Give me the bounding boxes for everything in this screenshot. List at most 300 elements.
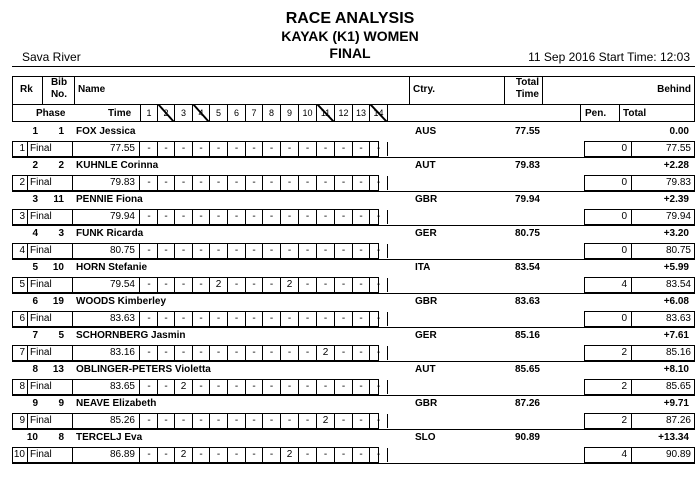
result-row — [12, 396, 695, 430]
gate-header-13: 13 — [352, 104, 369, 122]
result-row — [12, 328, 695, 362]
bib-number: 13 — [52, 364, 64, 375]
gate-penalty: - — [353, 176, 370, 190]
gate-penalty: - — [335, 244, 353, 258]
gate-penalty: 2 — [317, 414, 335, 428]
date-start-time: 11 Sep 2016 Start Time: 12:03 — [528, 50, 690, 64]
total-time: 79.83 — [514, 160, 540, 171]
total: 87.26 — [665, 415, 691, 426]
phase-title: FINAL — [329, 45, 371, 61]
result-row — [12, 430, 695, 464]
gate-penalty: - — [263, 448, 281, 462]
penalty: 4 — [585, 448, 632, 462]
gate-penalty: - — [335, 210, 353, 224]
result-row — [12, 124, 695, 158]
penalty-box — [584, 243, 695, 259]
run-time: 86.89 — [73, 448, 140, 462]
rank: 7 — [32, 330, 38, 341]
gate-penalty: - — [158, 448, 175, 462]
phase-label: Final — [28, 244, 73, 258]
name-header-cell — [75, 76, 410, 104]
gate-penalty: - — [193, 244, 210, 258]
name-header: Name — [78, 84, 106, 95]
behind: +7.61 — [663, 330, 689, 341]
gate-penalty: - — [246, 142, 263, 156]
gate-penalty: - — [317, 142, 335, 156]
gate-penalty: - — [175, 414, 193, 428]
phase-label: Final — [28, 312, 73, 326]
penalty-box — [584, 141, 695, 157]
gate-penalty: - — [281, 142, 299, 156]
behind-header: Behind — [657, 84, 691, 95]
run-time: 85.26 — [73, 414, 140, 428]
total-time: 90.89 — [514, 432, 540, 443]
bib-number: 5 — [58, 330, 64, 341]
gate-penalty: - — [353, 278, 370, 292]
gate-penalty: - — [158, 142, 175, 156]
gate-penalty: - — [263, 346, 281, 360]
gate-penalty: - — [210, 312, 228, 326]
behind: +3.20 — [663, 228, 689, 239]
gate-penalty: - — [335, 142, 353, 156]
athlete-name: HORN Stefanie — [76, 262, 148, 273]
run-time: 83.63 — [73, 312, 140, 326]
gate-penalty: - — [246, 312, 263, 326]
venue: Sava River — [22, 50, 81, 64]
penalty: 2 — [585, 346, 632, 360]
gate-penalty: - — [175, 176, 193, 190]
rank: 4 — [32, 228, 38, 239]
athlete-name: PENNIE Fiona — [76, 194, 143, 205]
bib-number: 9 — [58, 398, 64, 409]
gate-penalty: - — [246, 448, 263, 462]
run-time: 77.55 — [73, 142, 140, 156]
gate-penalty: - — [370, 380, 388, 394]
gate-penalty: - — [281, 210, 299, 224]
rank: 3 — [32, 194, 38, 205]
gate-header-12: 12 — [334, 104, 352, 122]
total-divider — [619, 104, 620, 122]
phase-rank: 8 — [13, 380, 28, 394]
rank: 2 — [32, 160, 38, 171]
gate-penalty: - — [317, 278, 335, 292]
athlete-name: SCHORNBERG Jasmin — [76, 330, 186, 341]
gate-penalty: - — [353, 414, 370, 428]
total-time: 85.16 — [514, 330, 540, 341]
gate-header-11: 11 — [316, 104, 334, 122]
result-row — [12, 260, 695, 294]
behind: +5.99 — [663, 262, 689, 273]
gate-penalty: - — [335, 278, 353, 292]
gate-header-3: 3 — [174, 104, 192, 122]
event-title: KAYAK (K1) WOMEN — [281, 28, 419, 44]
bib-header: Bib No. — [50, 77, 68, 100]
run-time: 79.83 — [73, 176, 140, 190]
gate-penalty: - — [141, 176, 158, 190]
gate-penalty: - — [193, 346, 210, 360]
gate-penalty: - — [246, 210, 263, 224]
gate-penalty: - — [370, 142, 388, 156]
total: 80.75 — [665, 245, 691, 256]
athlete-name: NEAVE Elizabeth — [76, 398, 157, 409]
gate-penalty: - — [228, 244, 246, 258]
total: 85.65 — [665, 381, 691, 392]
phase-box — [12, 413, 379, 429]
penalty-box — [584, 311, 695, 327]
total-time-header: Total Time — [515, 77, 539, 100]
phase-rank: 3 — [13, 210, 28, 224]
gate-penalty: - — [353, 142, 370, 156]
pen-divider — [580, 104, 581, 122]
gate-penalty: - — [246, 380, 263, 394]
gate-penalty: - — [317, 380, 335, 394]
gate-penalty: - — [370, 210, 388, 224]
bib-number: 8 — [58, 432, 64, 443]
country: GER — [415, 330, 437, 341]
gate-penalty: - — [158, 312, 175, 326]
bib-number: 19 — [52, 296, 64, 307]
gate-penalty: - — [370, 312, 388, 326]
phase-rank: 10 — [13, 448, 28, 462]
gate-header-2: 2 — [157, 104, 174, 122]
phase-rank: 1 — [13, 142, 28, 156]
gate-penalty: - — [158, 244, 175, 258]
gate-penalty: - — [353, 312, 370, 326]
gate-penalty: - — [335, 414, 353, 428]
penalty: 0 — [585, 312, 632, 326]
gate-penalty: - — [141, 244, 158, 258]
penalty-box — [584, 413, 695, 429]
penalty: 0 — [585, 176, 632, 190]
gate-penalty: - — [317, 244, 335, 258]
gate-penalty: - — [228, 380, 246, 394]
gate-penalty: - — [228, 176, 246, 190]
phase-box — [12, 277, 379, 293]
header-divider — [12, 66, 695, 67]
bib-number: 10 — [52, 262, 64, 273]
gate-penalty: - — [263, 210, 281, 224]
gate-header-6: 6 — [227, 104, 245, 122]
total-time: 80.75 — [514, 228, 540, 239]
gate-penalty: - — [193, 448, 210, 462]
row-divider — [12, 463, 695, 464]
gate-penalty: 2 — [175, 380, 193, 394]
athlete-name: WOODS Kimberley — [76, 296, 167, 307]
behind: +2.28 — [663, 160, 689, 171]
athlete-name: FUNK Ricarda — [76, 228, 144, 239]
behind: +9.71 — [663, 398, 689, 409]
gate-penalty: - — [370, 448, 388, 462]
gate-penalty: - — [158, 210, 175, 224]
gate-penalty: - — [228, 312, 246, 326]
gate-penalty: - — [210, 380, 228, 394]
gate-penalty: - — [158, 346, 175, 360]
pen-header: Pen. — [585, 108, 607, 119]
gate-penalty: - — [141, 448, 158, 462]
run-time: 79.94 — [73, 210, 140, 224]
gate-penalty: - — [141, 414, 158, 428]
gate-penalty: - — [193, 176, 210, 190]
gate-penalty: - — [299, 142, 317, 156]
total: 77.55 — [665, 143, 691, 154]
gate-penalty: - — [299, 448, 317, 462]
gate-penalty: - — [370, 278, 388, 292]
rk-header-cell — [12, 76, 43, 104]
behind: +13.34 — [658, 432, 689, 443]
gate-header-7: 7 — [245, 104, 262, 122]
ctry-header: Ctry. — [413, 84, 436, 95]
phase-box — [12, 141, 379, 157]
phase-box — [12, 243, 379, 259]
rank: 5 — [32, 262, 38, 273]
athlete-name: FOX Jessica — [76, 126, 136, 137]
run-time: 83.16 — [73, 346, 140, 360]
gate-penalty: - — [317, 210, 335, 224]
total-time-header-cell — [505, 76, 543, 104]
phase-label: Final — [28, 380, 73, 394]
phase-box — [12, 447, 379, 463]
gate-penalty: - — [141, 142, 158, 156]
gate-penalty: - — [299, 380, 317, 394]
behind: +8.10 — [663, 364, 689, 375]
penalty: 0 — [585, 210, 632, 224]
gate-penalty: - — [299, 176, 317, 190]
phase-rank: 2 — [13, 176, 28, 190]
country: AUS — [415, 126, 437, 137]
behind: +2.39 — [663, 194, 689, 205]
gate-penalty: - — [263, 244, 281, 258]
country: SLO — [415, 432, 436, 443]
gate-penalty: - — [246, 278, 263, 292]
gate-penalty: - — [210, 176, 228, 190]
gate-penalty: - — [317, 448, 335, 462]
report-title: RACE ANALYSIS — [285, 10, 415, 27]
run-time: 79.54 — [73, 278, 140, 292]
country: GBR — [415, 296, 438, 307]
penalty-box — [584, 175, 695, 191]
gate-penalty: - — [141, 312, 158, 326]
country: ITA — [415, 262, 431, 273]
penalty: 2 — [585, 414, 632, 428]
gate-penalty: - — [263, 278, 281, 292]
total: 79.83 — [665, 177, 691, 188]
gate-penalty: - — [210, 142, 228, 156]
penalty: 0 — [585, 244, 632, 258]
gate-penalty: - — [175, 278, 193, 292]
gate-penalty: - — [158, 414, 175, 428]
behind: 0.00 — [669, 126, 689, 137]
total-time: 85.65 — [514, 364, 540, 375]
gate-penalty: - — [353, 448, 370, 462]
gate-penalty: - — [263, 312, 281, 326]
gate-penalty: - — [281, 380, 299, 394]
gate-penalty: - — [281, 414, 299, 428]
country: GER — [415, 228, 437, 239]
phase-box — [12, 175, 379, 191]
gate-penalty: - — [263, 414, 281, 428]
gate-penalty: - — [193, 380, 210, 394]
gate-penalty: - — [193, 210, 210, 224]
gate-header-end — [387, 104, 388, 122]
gate-penalty: - — [141, 380, 158, 394]
gate-penalty: - — [246, 346, 263, 360]
run-time: 80.75 — [73, 244, 140, 258]
bib-number: 1 — [58, 126, 64, 137]
phase-label: Final — [28, 142, 73, 156]
gate-penalty: - — [158, 380, 175, 394]
phase-label: Final — [28, 448, 73, 462]
rank: 1 — [32, 126, 38, 137]
gate-penalty: - — [281, 176, 299, 190]
gate-header-14: 14 — [369, 104, 387, 122]
athlete-name: OBLINGER-PETERS Violetta — [76, 364, 211, 375]
gate-penalty: - — [228, 278, 246, 292]
result-row — [12, 226, 695, 260]
phase-rank: 5 — [13, 278, 28, 292]
total-time: 77.55 — [514, 126, 540, 137]
gate-penalty: - — [228, 210, 246, 224]
gate-penalty: - — [193, 278, 210, 292]
total: 90.89 — [665, 449, 691, 460]
gate-penalty: - — [353, 210, 370, 224]
phase-box — [12, 311, 379, 327]
gate-penalty: - — [246, 414, 263, 428]
bib-header-cell — [43, 76, 75, 104]
gate-penalty: - — [246, 244, 263, 258]
gate-header-8: 8 — [262, 104, 280, 122]
result-row — [12, 158, 695, 192]
total: 85.16 — [665, 347, 691, 358]
bib-number: 2 — [58, 160, 64, 171]
total-time: 83.63 — [514, 296, 540, 307]
time-header: Time — [108, 108, 132, 119]
athlete-name: KUHNLE Corinna — [76, 160, 159, 171]
bib-number: 3 — [58, 228, 64, 239]
rank: 6 — [32, 296, 38, 307]
run-time: 83.65 — [73, 380, 140, 394]
penalty-box — [584, 379, 695, 395]
gate-penalty: - — [210, 210, 228, 224]
gate-penalty: - — [335, 448, 353, 462]
phase-label: Final — [28, 346, 73, 360]
gate-penalty: - — [228, 346, 246, 360]
gate-penalty: - — [263, 380, 281, 394]
gate-penalty: - — [299, 414, 317, 428]
gate-penalty: - — [141, 278, 158, 292]
country: AUT — [415, 160, 436, 171]
phase-rank: 7 — [13, 346, 28, 360]
gate-penalty: 2 — [281, 448, 299, 462]
result-row — [12, 294, 695, 328]
gate-penalty: - — [193, 414, 210, 428]
gate-penalty: - — [370, 346, 388, 360]
gate-penalty: 2 — [210, 278, 228, 292]
gate-penalty: - — [335, 176, 353, 190]
gate-penalty: - — [299, 312, 317, 326]
gate-penalty: - — [175, 346, 193, 360]
penalty-box — [584, 277, 695, 293]
gate-penalty: - — [335, 346, 353, 360]
gate-penalty: - — [299, 244, 317, 258]
gate-penalty: - — [158, 176, 175, 190]
gate-penalty: - — [317, 312, 335, 326]
gate-penalty: - — [317, 176, 335, 190]
gate-penalty: 2 — [175, 448, 193, 462]
gate-penalty: - — [228, 414, 246, 428]
country: AUT — [415, 364, 436, 375]
gate-penalty: - — [370, 414, 388, 428]
gate-penalty: - — [281, 312, 299, 326]
gate-penalty: - — [210, 244, 228, 258]
phase-label: Final — [28, 414, 73, 428]
gate-penalty: - — [158, 278, 175, 292]
gate-penalty: - — [299, 346, 317, 360]
penalty-box — [584, 209, 695, 225]
phase-label: Final — [28, 210, 73, 224]
gate-penalty: - — [335, 312, 353, 326]
phase-label: Final — [28, 278, 73, 292]
rk-header: Rk — [20, 84, 33, 95]
gate-penalty: - — [141, 346, 158, 360]
gate-penalty: - — [193, 312, 210, 326]
bib-number: 11 — [53, 194, 64, 205]
phase-rank: 9 — [13, 414, 28, 428]
penalty: 4 — [585, 278, 632, 292]
gate-penalty: - — [370, 244, 388, 258]
total-header: Total — [623, 108, 647, 119]
penalty-box — [584, 447, 695, 463]
phase-rank: 4 — [13, 244, 28, 258]
gate-penalty: - — [210, 346, 228, 360]
phase-box — [12, 209, 379, 225]
total-time: 83.54 — [514, 262, 540, 273]
gate-penalty: - — [281, 346, 299, 360]
gate-penalty: - — [175, 312, 193, 326]
country: GBR — [415, 194, 438, 205]
gate-penalty: - — [175, 142, 193, 156]
result-row — [12, 362, 695, 396]
gate-penalty: - — [246, 176, 263, 190]
gate-penalty: - — [353, 346, 370, 360]
gate-penalty: - — [193, 142, 210, 156]
gate-penalty: - — [299, 278, 317, 292]
gate-penalty: 2 — [281, 278, 299, 292]
gate-header-4: 4 — [192, 104, 209, 122]
total-time: 87.26 — [514, 398, 540, 409]
total-time: 79.94 — [514, 194, 540, 205]
gate-penalty: - — [141, 210, 158, 224]
gate-penalty: - — [228, 448, 246, 462]
gate-header-9: 9 — [280, 104, 298, 122]
rank: 9 — [32, 398, 38, 409]
gate-penalty: - — [175, 210, 193, 224]
rank: 8 — [32, 364, 38, 375]
penalty: 2 — [585, 380, 632, 394]
gate-penalty: - — [281, 244, 299, 258]
phase-header: Phase — [36, 108, 66, 119]
rank: 10 — [26, 432, 38, 443]
penalty-box — [584, 345, 695, 361]
gate-penalty: - — [353, 380, 370, 394]
gate-penalty: - — [353, 244, 370, 258]
gate-penalty: - — [263, 176, 281, 190]
gate-penalty: 2 — [317, 346, 335, 360]
phase-rank: 6 — [13, 312, 28, 326]
gate-penalty: - — [370, 176, 388, 190]
ctry-header-cell — [410, 76, 505, 104]
total: 83.63 — [665, 313, 691, 324]
gate-penalty: - — [335, 380, 353, 394]
